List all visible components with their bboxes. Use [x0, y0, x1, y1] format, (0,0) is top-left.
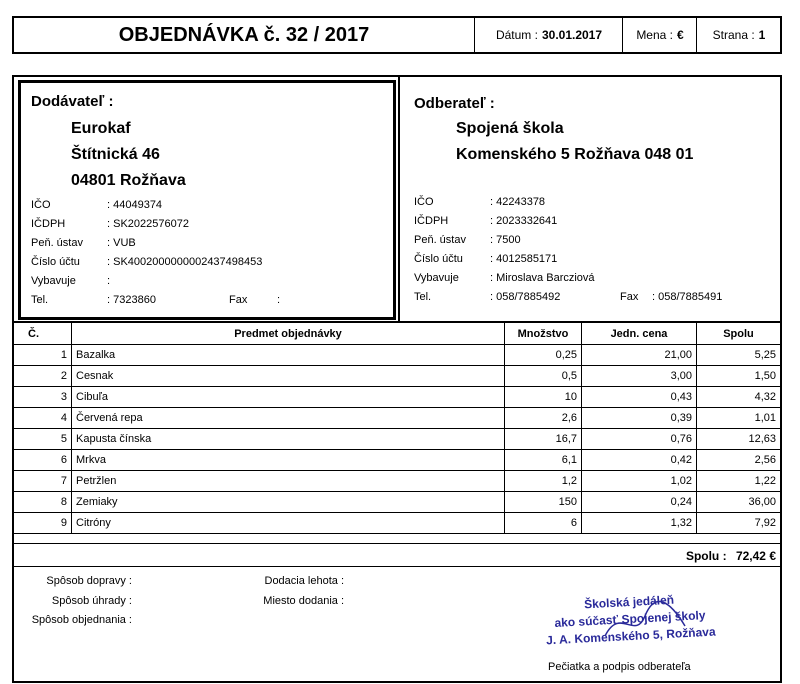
page-value: 1 [758, 28, 766, 42]
delivery-time-label: Dodacia lehota : [264, 575, 344, 587]
delivery-place-label: Miesto dodania : [263, 595, 344, 607]
sum-value: 72,42 € [735, 549, 776, 563]
transport-label: Spôsob dopravy : [46, 575, 132, 587]
table-header-row [14, 323, 780, 345]
stamp-line-3: J. A. Komenského 5, Rožňava [545, 624, 716, 648]
supplier-city: 04801 Rožňava [71, 172, 186, 189]
order-title: OBJEDNÁVKA č. 32 / 2017 [118, 23, 370, 46]
currency-cell [622, 18, 697, 52]
signature-stroke [605, 602, 685, 636]
customer-field-row: Vybavuje : Miroslava Barcziová [414, 272, 595, 284]
col-price-header: Jedn. cena [582, 323, 697, 345]
ordering-label: Spôsob objednania : [31, 614, 132, 626]
supplier-name: Eurokaf [71, 120, 131, 137]
sum-row [12, 543, 782, 567]
table-row: 4 Červená repa 2,6 0,39 1,01 [14, 408, 780, 429]
table-row: 9 Citróny 6 1,32 7,92 [14, 513, 780, 534]
customer-address: Komenského 5 Rožňava 048 01 [456, 146, 694, 163]
customer-field-row: Číslo účtu : 4012585171 [414, 253, 558, 265]
table-row: 2 Cesnak 0,5 3,00 1,50 [14, 366, 780, 387]
stamp-line-1: Školská jedáleň [583, 592, 675, 612]
customer-heading: Odberateľ : [414, 95, 495, 112]
table-row: 1 Bazalka 0,25 21,00 5,25 [14, 345, 780, 366]
col-no-header: Č. [14, 323, 72, 345]
order-items-table [14, 323, 780, 534]
supplier-street: Štítnická 46 [71, 146, 160, 163]
supplier-field-row: Peň. ústav : VUB [31, 237, 136, 249]
supplier-contact-row: Tel. : 7323860 Fax : [31, 294, 281, 306]
sum-label: Spolu : [685, 549, 727, 563]
page-label: Strana : [712, 28, 755, 42]
table-row: 3 Cibuľa 10 0,43 4,32 [14, 387, 780, 408]
customer-field-row: Peň. ústav : 7500 [414, 234, 521, 246]
customer-fields [414, 196, 780, 310]
currency-label: Mena : [636, 28, 673, 42]
customer-name: Spojená škola [456, 120, 564, 137]
col-qty-header: Množstvo [505, 323, 582, 345]
stamp-line-2: ako súčasť Spojenej školy [554, 608, 706, 630]
supplier-heading: Dodávateľ : [31, 93, 114, 110]
supplier-field-row: Vybavuje : [31, 275, 111, 287]
supplier-box [18, 80, 396, 320]
page-cell [696, 18, 781, 52]
table-row: 7 Petržlen 1,2 1,02 1,22 [14, 471, 780, 492]
date-cell [474, 18, 623, 52]
currency-value: € [677, 28, 684, 42]
supplier-field-row: IČO : 44049374 [31, 199, 163, 211]
order-header-bar [12, 16, 782, 54]
table-row: 8 Zemiaky 150 0,24 36,00 [14, 492, 780, 513]
table-row: 5 Kapusta čínska 16,7 0,76 12,63 [14, 429, 780, 450]
sum-cell [686, 549, 776, 563]
date-label: Dátum : [495, 28, 538, 42]
payment-label: Spôsob úhrady : [51, 595, 132, 607]
table-row: 6 Mrkva 6,1 0,42 2,56 [14, 450, 780, 471]
col-total-header: Spolu [697, 323, 781, 345]
customer-field-row: IČDPH : 2023332641 [414, 215, 558, 227]
col-item-header: Predmet objednávky [72, 323, 505, 345]
supplier-field-row: Číslo účtu : SK4002000000002437498453 [31, 256, 263, 268]
supplier-fields [31, 199, 391, 313]
signature-label: Pečiatka a podpis odberateľa [548, 661, 691, 673]
supplier-field-row: IČDPH : SK2022576072 [31, 218, 189, 230]
signature-scribble [600, 596, 690, 646]
customer-field-row: IČO : 42243378 [414, 196, 546, 208]
customer-contact-row: Tel. : 058/7885492 Fax : 058/7885491 [414, 291, 723, 303]
date-value: 30.01.2017 [541, 28, 603, 42]
party-divider [398, 77, 400, 321]
